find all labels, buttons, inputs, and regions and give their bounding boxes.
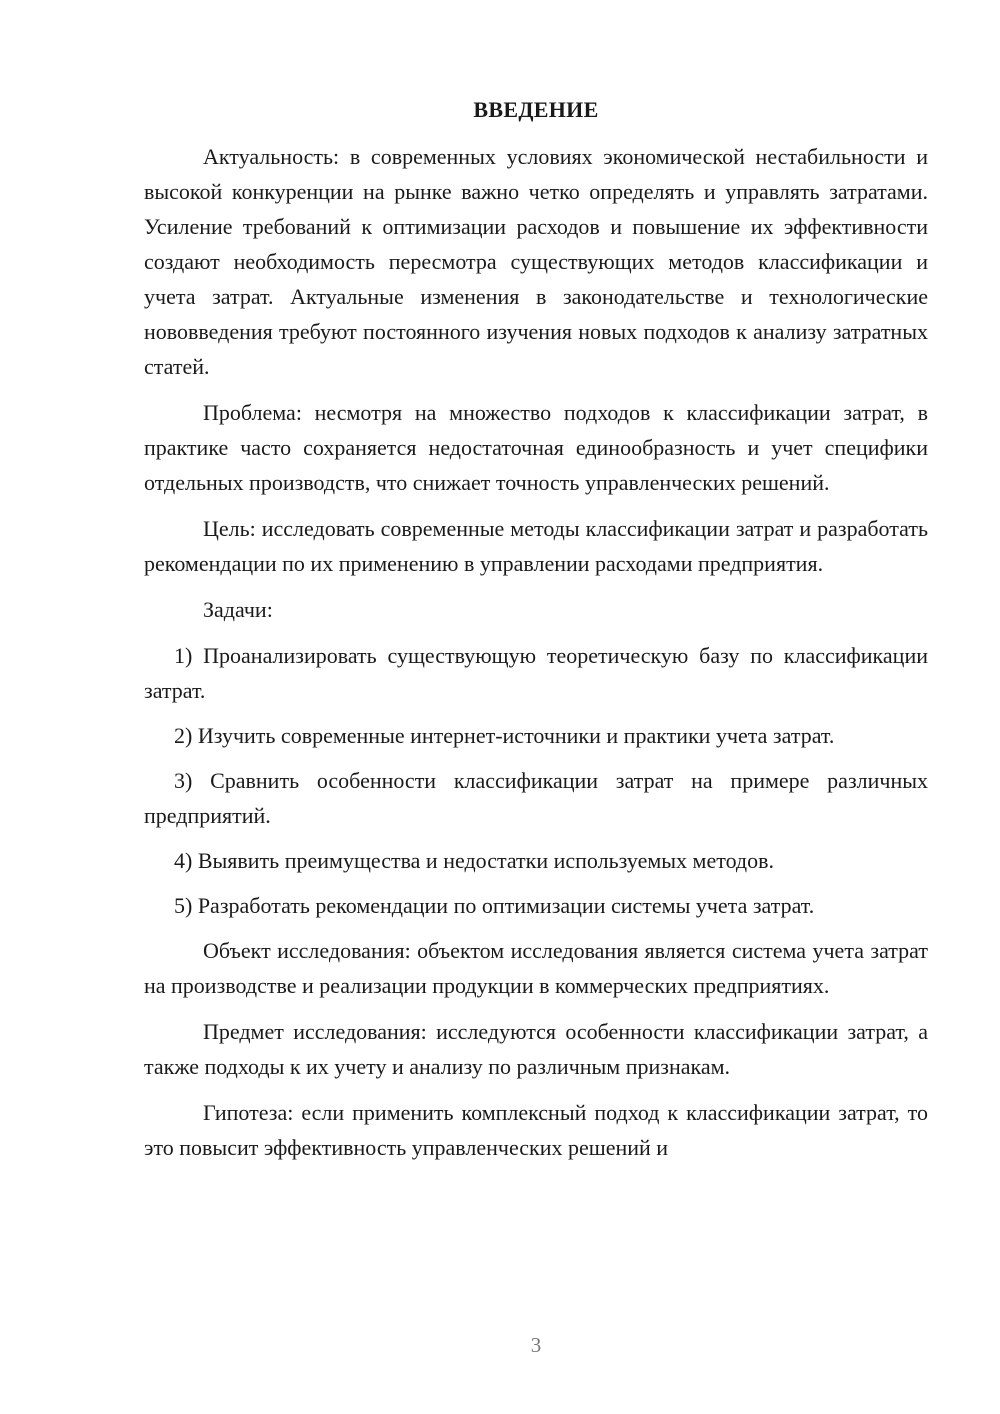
paragraph-relevance: Актуальность: в современных условиях экономической нестабильности и высокой конкуренции на рынке важно четко определять и управлять затратами. Усиление требований к оптимизации расходов и повышение их эффективности создают необходимость пересмотра существующих методов классификации и учета затрат. Актуальные изменения в законодательстве и технологические нововведения требуют постоянного изучения новых подходов к анализу затратных статей. [144, 144, 928, 379]
paragraph-hypothesis: Гипотеза: если применить комплексный подход к классификации затрат, то это повысит эффективность управленческих решений и [144, 1100, 928, 1160]
paragraph-object: Объект исследования: объектом исследования является система учета затрат на производстве и реализации продукции в коммерческих предприятиях. [144, 938, 928, 998]
document-page [144, 92, 928, 1176]
paragraph-subject: Предмет исследования: исследуются особенности классификации затрат, а также подходы к их учету и анализу по различным признакам. [144, 1019, 928, 1079]
task-item-5: 5) Разработать рекомендации по оптимизации системы учета затрат. [174, 893, 815, 918]
task-item-1: 1) Проанализировать существующую теоретическую базу по классификации затрат. [144, 643, 928, 703]
paragraph-problem: Проблема: несмотря на множество подходов к классификации затрат, в практике часто сохраняется недостаточная единообразность и учет специфики отдельных производств, что снижает точность управленческих решений. [144, 400, 928, 495]
page-number: 3 [530, 1333, 542, 1357]
tasks-label: Задачи: [203, 597, 273, 622]
task-item-2: 2) Изучить современные интернет-источники и практики учета затрат. [174, 723, 835, 748]
task-item-4: 4) Выявить преимущества и недостатки используемых методов. [174, 848, 775, 873]
task-item-3: 3) Сравнить особенности классификации затрат на примере различных предприятий. [144, 768, 928, 828]
paragraph-goal: Цель: исследовать современные методы классификации затрат и разработать рекомендации по их применению в управлении расходами предприятия. [144, 516, 928, 576]
section-heading: ВВЕДЕНИЕ [473, 97, 599, 122]
